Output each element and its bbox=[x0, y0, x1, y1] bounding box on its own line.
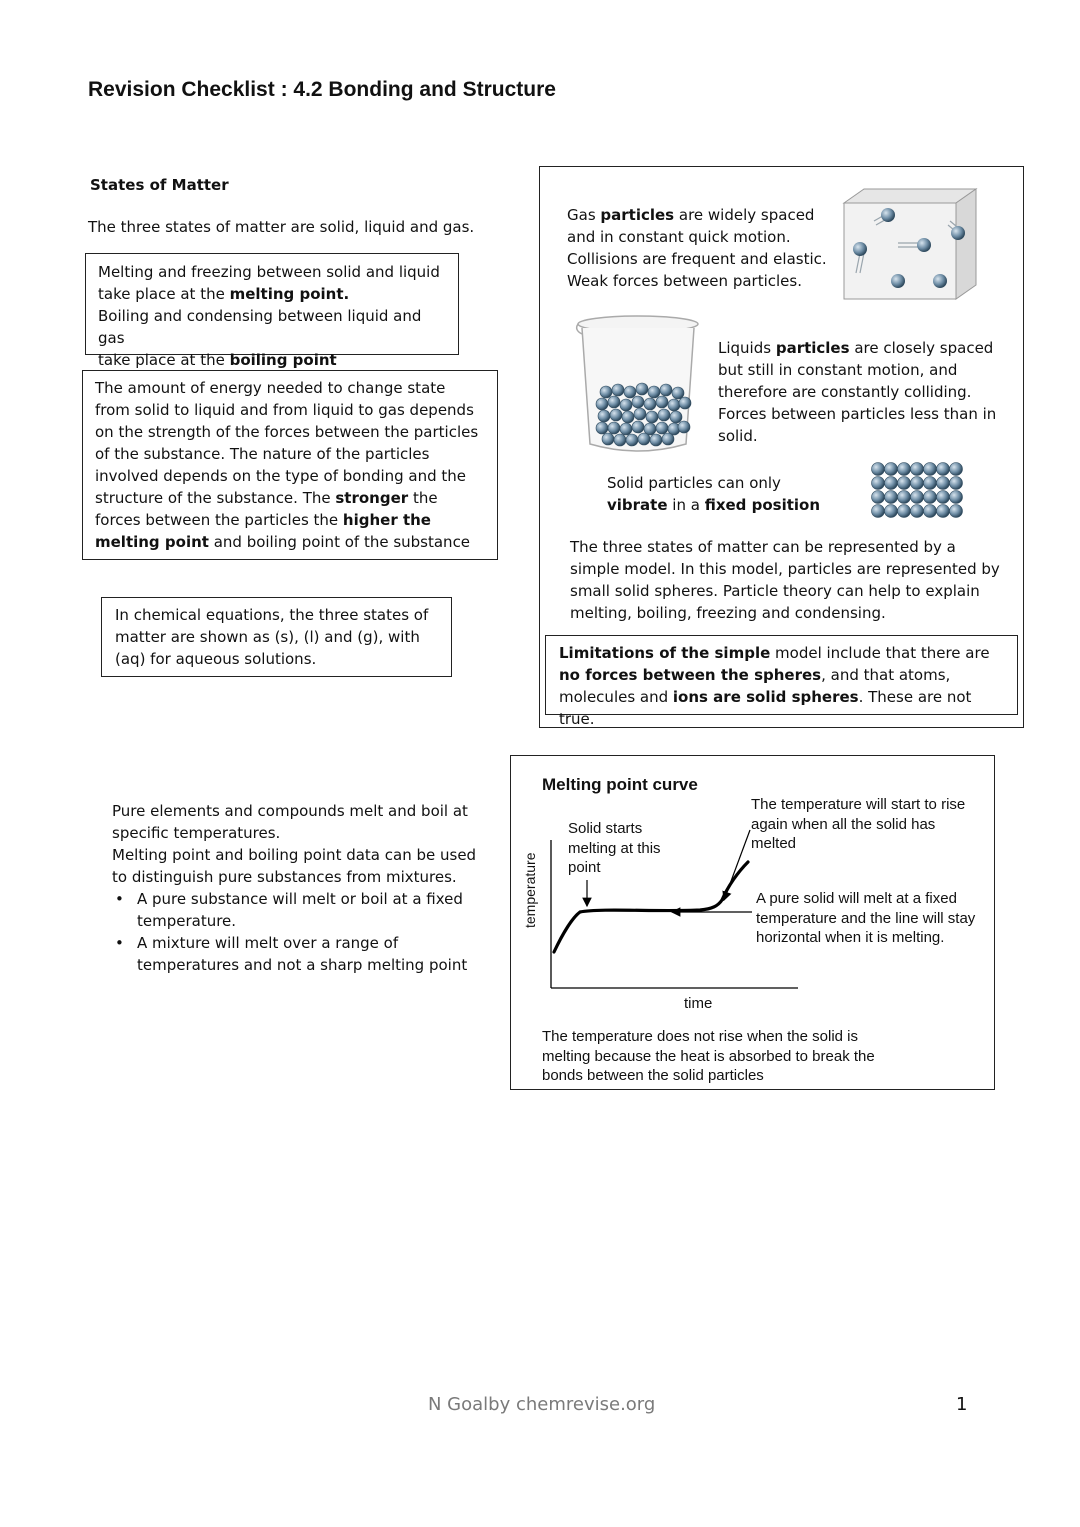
annotation-rise: The temperature will start to rise again when all the solid has melted bbox=[751, 796, 966, 852]
annotation-horizontal: A pure solid will melt at a fixed temperature and the line will stay horizontal when it is melting. bbox=[756, 890, 976, 946]
liquid-description: Liquids particles are closely spaced but still in constant motion, and therefore are constantly colliding. Forces between particles less than in solid. bbox=[718, 339, 997, 445]
page-title: Revision Checklist : 4.2 Bonding and Structure bbox=[88, 78, 556, 101]
gas-box-illustration bbox=[838, 185, 983, 305]
pure-substances-list bbox=[112, 888, 482, 976]
curve-heading: Melting point curve bbox=[542, 775, 698, 794]
x-axis-label: time bbox=[684, 995, 713, 1012]
curve-caption: The temperature does not rise when the solid is melting because the heat is absorbed to break the bonds between the solid particles bbox=[542, 1028, 875, 1084]
list-item: • A mixture will melt over a range of temperatures and not a sharp melting point bbox=[137, 932, 482, 976]
footer-credit: N Goalby chemrevise.org bbox=[428, 1394, 656, 1415]
melting-curve-graph bbox=[540, 820, 810, 995]
y-axis-label: temperature bbox=[522, 852, 538, 928]
gas-description: Gas particles are widely spaced and in constant quick motion. Collisions are frequent and elastic. Weak forces between particles. bbox=[567, 206, 827, 290]
curve-line bbox=[554, 862, 748, 952]
solid-description: Solid particles can only vibrate in a fixed position bbox=[607, 474, 821, 514]
pure-substances-text: Pure elements and compounds melt and boil at specific temperatures. Melting point and boiling point data can be used to distinguish pure substances from mixtures. • A pure substance will melt or boil at a fixed temperature. • A mixture will melt over a range of temperatures and not a sharp melting point bbox=[112, 800, 482, 976]
page-number: 1 bbox=[956, 1394, 968, 1415]
state-symbols-box: In chemical equations, the three states of matter are shown as (s), (l) and (g), with (aq) for aqueous solutions. bbox=[101, 597, 452, 677]
annotation-start: Solid starts melting at this point bbox=[568, 820, 661, 876]
beaker-illustration bbox=[572, 312, 704, 457]
intro-text: The three states of matter are solid, liquid and gas. bbox=[88, 218, 475, 236]
list-item: • A pure substance will melt or boil at a fixed temperature. bbox=[137, 888, 482, 932]
limitations-box: Limitations of the simple model include that there are no forces between the spheres, and that atoms, molecules and ions are solid spheres. These are not true. bbox=[545, 635, 1018, 715]
melting-boiling-box: Melting and freezing between solid and liquid take place at the melting point. Boiling and condensing between liquid and gas take place at the boiling point bbox=[85, 253, 459, 355]
energy-forces-box: The amount of energy needed to change state from solid to liquid and from liquid to gas depends on the strength of the forces between the particles of the substance. The nature of the particles involved depends on the type of bonding and the structure of the substance. The stronger the forces between the particles the higher the melting point and boiling point of the substance bbox=[82, 370, 498, 560]
section-heading: States of Matter bbox=[90, 176, 229, 194]
solid-lattice-illustration bbox=[868, 460, 964, 522]
model-text: The three states of matter can be represented by a simple model. In this model, particles are represented by small solid spheres. Particle theory can help to explain melting, boiling, freezing and condensing. bbox=[570, 538, 1000, 622]
